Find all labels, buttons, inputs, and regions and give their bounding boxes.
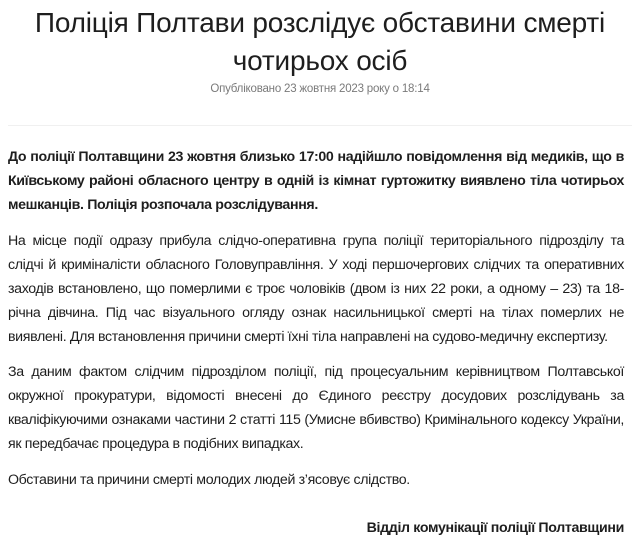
article-title: Поліція Полтави розслідує обставини смерті чотирьох осіб: [34, 7, 606, 76]
divider: [8, 125, 632, 126]
body-paragraph: За даним фактом слідчим підрозділом поліції, під процесуальним керівництвом Полтавської окружної прокуратури, відомості внесені до Єдиного реєстру досудових розслідувань за кваліфікуючими ознаками частини 2 статті 115 (Умисне вбивство) Кримінального кодексу України, як передбачає процедура в подібних випадках.: [8, 364, 624, 452]
body-paragraph: Обставини та причини смерті молодих людей з’ясовує слідство.: [8, 471, 410, 488]
body-paragraph: На місце події одразу прибула слідчо-оперативна група поліції територіального підрозділу та слідчі й криміналісти обласного Головуправління. У ході першочергових слідчих та оперативних заходів встановлено, що померлими є троє чоловіків (двом із них 22 роки, а одному – 23) та 18-річна дівчина. Під час візуального огляду ознак насильницької смерті на тілах померлих не виявлені. Для встановлення причини смерті їхні тіла направлені на судово-медичну експертизу.: [8, 233, 624, 345]
lead-paragraph: До поліції Полтавщини 23 жовтня близько 17:00 надійшло повідомлення від медиків, що в Київському районі обласного центру в одній із кімнат гуртожитку виявлено тіла чотирьох мешканців. Поліція розпочала розслідування.: [8, 149, 624, 213]
publication-date: Опубліковано 23 жовтня 2023 року о 18:14: [210, 83, 430, 95]
author-signature: Відділ комунікації поліції Полтавщини: [366, 520, 624, 536]
article-body: [8, 146, 624, 505]
